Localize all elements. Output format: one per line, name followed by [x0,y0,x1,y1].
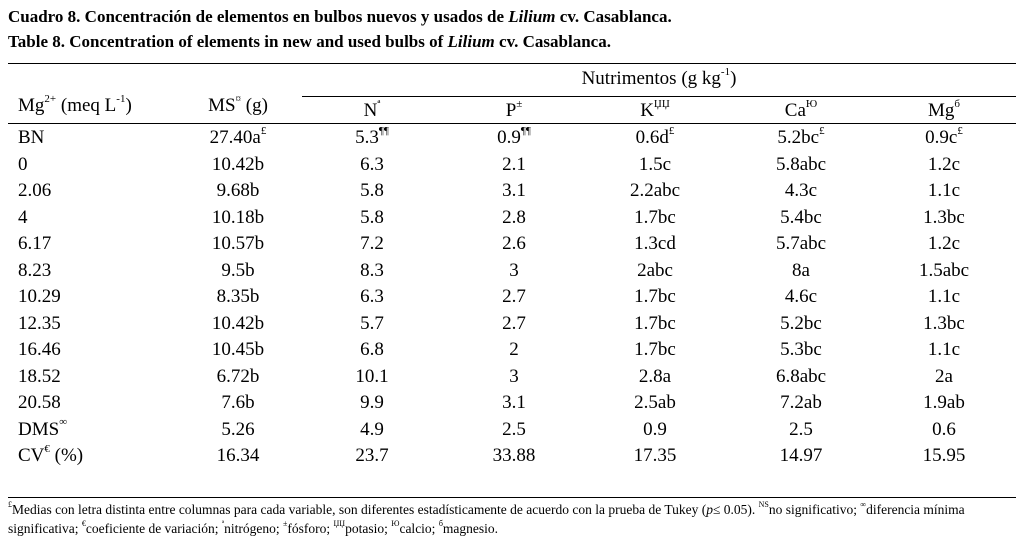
caption-spanish [8,7,672,27]
cell-ca: 14.97 [779,445,823,466]
cell-n: 5.3¶¶ [355,124,389,148]
column-header-k: $K^{ЏЏ}$ [640,97,670,121]
column-header-mg: $Mg^б$ [927,97,961,121]
cell-mg-dose: 16.46 [18,339,61,360]
cell-mg-dose: 8.23 [18,259,52,281]
cell-mg-dose: DMS∞ [18,416,68,440]
cell-p: 3 [509,365,519,387]
cell-p: 3 [509,259,519,281]
cell-n: 4.9 [360,418,384,440]
cell-mg-dose: 12.35 [18,312,61,334]
cell-ms: 7.6b [221,392,255,413]
cell-k: 0.6d£ [635,124,675,148]
cell-ms: 9.5b [221,259,255,281]
cell-p: 2 [509,339,519,360]
cell-k: 2.2abc [629,180,681,201]
cell-ms: 10.42b [211,312,265,334]
cell-mg: 1.3bc [923,206,965,228]
cell-mg-dose: 4 [18,206,28,228]
cell-ms: 16.34 [216,445,260,466]
table-bottom-rule [8,497,1016,498]
cell-n: 6.3 [360,286,384,307]
cell-ca: 8a [792,259,810,281]
cell-p: 2.6 [502,233,526,254]
caption-english [8,32,611,52]
cell-n: 6.3 [360,153,384,175]
cell-mg-dose: 0 [18,153,28,175]
caption-es-suffix: cv. Casablanca. [555,7,672,26]
cell-p: 3.1 [502,180,526,201]
column-header-n: $N^ª$ [363,97,381,121]
cell-mg: 2a [935,365,953,387]
cell-mg-dose: CV€ (%) [18,442,84,466]
cell-mg-dose: 18.52 [18,365,61,387]
cell-p: 2.5 [502,418,526,440]
cell-k: 17.35 [633,445,677,466]
cell-ms: 5.26 [221,418,255,440]
cell-k: 2.8a [638,365,672,387]
cell-n: 9.9 [360,392,384,413]
cell-mg: 1.1c [927,339,961,360]
caption-en-italic: Lilium [447,32,495,51]
table-header-rule [8,123,1016,124]
cell-n: 6.8 [360,339,384,360]
cell-mg: 1.5abc [918,259,970,281]
cell-ca: 5.7abc [775,233,827,254]
cell-k: 1.7bc [634,206,676,228]
cell-ms: 27.40a£ [209,124,267,148]
cell-ms: 10.45b [211,339,265,360]
cell-n: 8.3 [360,259,384,281]
caption-en-suffix: cv. Casablanca. [494,32,611,51]
cell-p: 2.7 [502,286,526,307]
column-header-mg-dose: $Mg^{2+}$ (meq $L^{-1}$) [18,92,132,116]
cell-ms: 10.57b [211,233,265,254]
cell-ms: 10.18b [211,206,265,228]
cell-ca: 4.6c [784,286,818,307]
table-footnote: £Medias con letra distinta entre columnas para cada variable, son diferentes estadísticamente de acuerdo con la prueba de Tukey (p≤ 0.05). $^{NS}$no significativo; ∞diferencia mínima significativa; €coeficiente de variación; $^ª$nitrógeno; ±fósforo; $^{ЏЏ}$potasio; $^Ю$calcio; $^б$magnesio. [8,499,965,536]
cell-mg-dose: 10.29 [18,286,61,307]
cell-ms: 8.35b [216,286,260,307]
cell-mg: 1.9ab [923,392,965,413]
cell-p: 2.7 [502,312,526,334]
cell-k: 1.7bc [634,339,676,360]
cell-p: 3.1 [502,392,526,413]
cell-n: 7.2 [360,233,384,254]
cell-mg-dose: 2.06 [18,180,52,201]
cell-ca: 2.5 [789,418,813,440]
caption-en-prefix: Table 8. Concentration of elements in new and used bulbs of [8,32,448,51]
cell-k: 1.7bc [634,286,676,307]
cell-ca: 5.2bc£ [777,124,825,148]
cell-n: 5.8 [360,206,384,228]
cell-ca: 5.2bc [780,312,822,334]
cell-k: 2abc [637,259,673,281]
cell-ms: 9.68b [216,180,260,201]
nutrients-group-header: Nutrimentos (g $kg^{-1}$) [581,65,737,89]
column-header-ca: $Ca^Ю$ [784,97,818,121]
caption-es-italic: Lilium [508,7,556,26]
cell-ca: 5.4bc [780,206,822,228]
cell-k: 1.5c [638,153,672,175]
cell-mg: 1.1c [927,286,961,307]
cell-mg: 1.3bc [923,312,965,334]
cell-ca: 5.8abc [775,153,827,175]
cell-k: 1.7bc [634,312,676,334]
column-header-p: P± [505,97,523,121]
cell-mg-dose: BN [18,127,45,148]
cell-ca: 4.3c [784,180,818,201]
cell-ms: 10.42b [211,153,265,175]
cell-ca: 5.3bc [780,339,822,360]
column-header-ms: MS¤ (g) [208,92,268,116]
cell-n: 5.8 [360,180,384,201]
cell-n: 10.1 [355,365,389,387]
cell-mg-dose: 6.17 [18,233,52,254]
cell-mg: 0.9c£ [925,124,963,148]
cell-ca: 6.8abc [775,365,827,387]
cell-mg-dose: 20.58 [18,392,61,413]
nutrients-group-rule [302,96,1016,97]
caption-es-prefix: Cuadro 8. Concentración de elementos en bulbos nuevos y usados de [8,7,509,26]
cell-mg: 0.6 [932,418,956,440]
cell-n: 5.7 [360,312,384,334]
cell-p: 2.1 [502,153,526,175]
cell-p: 0.9¶¶ [497,124,531,148]
table-top-rule [8,63,1016,64]
cell-k: 1.3cd [634,233,676,254]
cell-mg: 1.2c [927,233,961,254]
cell-mg: 1.2c [927,153,961,175]
cell-n: 23.7 [355,445,389,466]
cell-mg: 15.95 [922,445,966,466]
cell-mg: 1.1c [927,180,961,201]
cell-p: 2.8 [502,206,526,228]
cell-k: 2.5ab [634,392,676,413]
cell-ms: 6.72b [216,365,260,387]
cell-k: 0.9 [643,418,667,440]
cell-p: 33.88 [492,445,536,466]
cell-ca: 7.2ab [780,392,822,413]
